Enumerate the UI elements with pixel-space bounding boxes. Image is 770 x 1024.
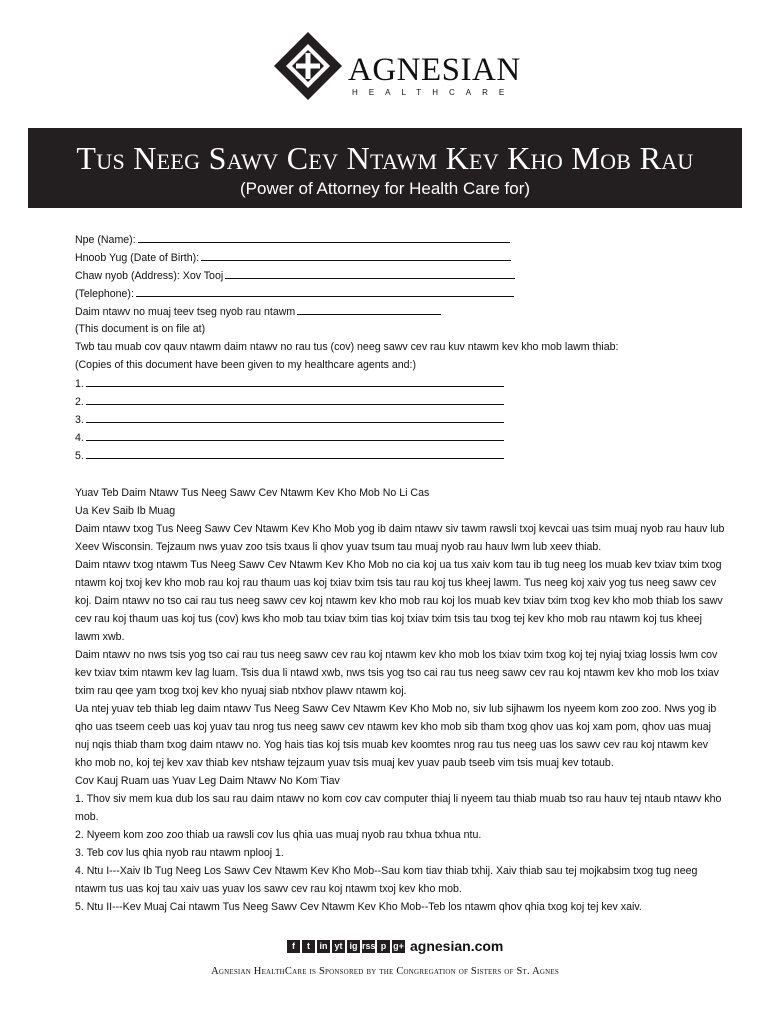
step-item: 3. Teb cov lus qhia nyob rau ntawm nplooj 1. bbox=[75, 847, 284, 859]
row-number: 4. bbox=[75, 432, 84, 444]
file-location-label: Daim ntawv no muaj teev tseg nyob rau ntawm bbox=[75, 306, 296, 318]
dob-row bbox=[75, 248, 515, 266]
copy-recipient-row bbox=[75, 446, 515, 464]
address-row bbox=[75, 266, 515, 284]
paragraph: Daim ntawv txog ntawm Tus Neeg Sawv Cev Ntawm Kev Kho Mob no cia koj ua tus xaiv kom tau ib tug neeg los muab kev txiav txim txog ntawm koj txoj kev kho mob rau koj rau thaum uas koj txiav txim tsis tau rau koj tus kheej lawm. Tus neeg koj xaiv yog tus neeg sawv cev koj. Daim ntawv no tso cai rau tus neeg sawv cev koj ntawm kev kho mob rau koj los muab kev txiav txim txog kev kho mob thiab los sawv cev rau koj thaum uas koj tus (cov) kws kho mob tau txiav txim tias koj txiav txim tsis tau txog tej kev kho mob rau ntawm koj tus kheej lawm xwb. bbox=[75, 559, 723, 643]
pinterest-icon[interactable]: p bbox=[377, 940, 390, 953]
step-item: 4. Ntu I---Xaiv Ib Tug Neeg Los Sawv Cev Ntawm Kev Kho Mob--Sau kom tiav thiab txhij. Xaiv thiab sau tej mojkabsim txog tug neeg ntawm tus uas koj tau xaiv uas yuav los sawv cev rau koj ntawm txoj kev kho mob. bbox=[75, 865, 698, 895]
telephone-label: (Telephone): bbox=[75, 288, 134, 300]
section-heading: Cov Kauj Ruam uas Yuav Leg Daim Ntawv No Kom Tiav bbox=[75, 775, 340, 787]
google-plus-icon[interactable]: g+ bbox=[393, 941, 404, 951]
diamond-cross-icon bbox=[272, 30, 344, 102]
recipient-field-3[interactable] bbox=[86, 410, 504, 423]
row-number: 5. bbox=[75, 450, 84, 462]
paragraph: Daim ntawv no nws tsis yog tso cai rau tus neeg sawv cev rau koj ntawm kev kho mob los txiav txim txog koj tej nyiaj txiag lossis lwm cov kev txiav txim ntawm kev lag luam. Tsis dua li ntawd xwb, nws tsis yog tso cai rau tus neeg sawv cev rau koj ntawm kev kho mob los txiav txim rau qee yam txog txoj kev kho nyuaj siab ntxhov plawv ntawm koj. bbox=[75, 649, 719, 697]
recipient-field-2[interactable] bbox=[86, 392, 504, 405]
recipient-field-1[interactable] bbox=[86, 374, 504, 387]
telephone-row bbox=[75, 284, 515, 302]
youtube-icon[interactable]: yt bbox=[332, 940, 345, 953]
row-number: 1. bbox=[75, 378, 84, 390]
twitter-icon[interactable]: t bbox=[302, 940, 315, 953]
copy-recipient-row bbox=[75, 428, 515, 446]
step-item: 5. Ntu II---Kev Muaj Cai ntawm Tus Neeg Sawv Cev Ntawm Kev Kho Mob--Teb los ntawm qhov qhia txog koj tej kev xaiv. bbox=[75, 901, 642, 913]
step-item: 1. Thov siv mem kua dub los sau rau daim ntawv no kom cov cav computer thiaj li nyeem tau thiab muab tso rau hauv tej ntaub ntawv kho mob. bbox=[75, 793, 722, 823]
section-heading: Ua Kev Saib Ib Muag bbox=[75, 505, 176, 517]
instructions bbox=[75, 484, 725, 916]
social-icons bbox=[287, 940, 405, 953]
dob-label: Hnoob Yug (Date of Birth): bbox=[75, 252, 200, 264]
address-label: Chaw nyob (Address): Xov Tooj bbox=[75, 270, 224, 282]
page-title: Tus Neeg Sawv Cev Ntawm Kev Kho Mob Rau bbox=[76, 140, 694, 176]
website-link[interactable]: agnesian.com bbox=[410, 938, 504, 954]
recipient-field-4[interactable] bbox=[86, 428, 504, 441]
copy-recipient-row bbox=[75, 374, 515, 392]
facebook-icon[interactable]: f bbox=[287, 940, 300, 953]
paragraph: Daim ntawv txog Tus Neeg Sawv Cev Ntawm Kev Kho Mob yog ib daim ntawv siv tawm rawsli txoj kevcai uas tsim muaj nyob rau hauv lub Xeev Wisconsin. Tejzaum nws yuav zoo tsis txaus li qhov yuav tsum tau muaj nyob rau hauv lwm lub xeev thiab. bbox=[75, 523, 725, 553]
copies-label: Twb tau muab cov qauv ntawm daim ntawv no rau tus (cov) neeg sawv cev rau kuv ntawm kev kho mob lawm thiab: bbox=[75, 341, 619, 353]
instagram-icon[interactable]: ig bbox=[347, 940, 360, 953]
rss-icon[interactable]: rss bbox=[362, 941, 376, 951]
copy-recipient-row bbox=[75, 392, 515, 410]
file-location-english: (This document is on file at) bbox=[75, 323, 206, 335]
patient-info-form bbox=[75, 230, 619, 464]
row-number: 2. bbox=[75, 396, 84, 408]
row-number: 3. bbox=[75, 414, 84, 426]
paragraph: Ua ntej yuav teb thiab leg daim ntawv Tus Neeg Sawv Cev Ntawm Kev Kho Mob no, siv lub sijhawm los nyeem kom zoo zoo. Nws yog ib qho uas tseem ceeb uas koj yuav tau nrog tus neeg sawv cev ntawm kev kho mob sib tham txog qhov uas koj xam pom, qhov uas muaj nuj nqis thiab tham txog daim ntawv no. Yog hais tias koj tsis muab kev koomtes nrog rau tus neeg uas los sawv cev rau koj ntawm kev kho mob no, koj tej kev xav thiab kev ntshaw tejzaum yuav tsis muaj kev yuav paub tseeb vim tsis muaj kev totaub. bbox=[75, 703, 717, 769]
page-subtitle: (Power of Attorney for Health Care for) bbox=[239, 179, 531, 198]
agnesian-logo bbox=[272, 30, 521, 102]
sponsor-line: Agnesian HealthCare is Sponsored by the Congregation of Sisters of St. Agnes bbox=[211, 966, 559, 977]
brand-subtitle: HEALTHCARE bbox=[352, 88, 516, 97]
telephone-field[interactable] bbox=[136, 284, 514, 297]
linkedin-icon[interactable]: in bbox=[317, 940, 330, 953]
title-banner bbox=[28, 128, 742, 208]
file-location-row bbox=[75, 302, 515, 320]
instructions-heading: Yuav Teb Daim Ntawv Tus Neeg Sawv Cev Ntawm Kev Kho Mob No Li Cas bbox=[75, 487, 430, 499]
dob-field[interactable] bbox=[201, 248, 511, 261]
recipient-field-5[interactable] bbox=[86, 446, 504, 459]
copies-english: (Copies of this document have been given to my healthcare agents and:) bbox=[75, 359, 416, 371]
step-item: 2. Nyeem kom zoo zoo thiab ua rawsli cov lus qhia uas muaj nyob rau txhua txhua ntu. bbox=[75, 829, 482, 841]
address-field[interactable] bbox=[225, 266, 515, 279]
file-location-field[interactable] bbox=[297, 302, 441, 315]
name-field[interactable] bbox=[138, 230, 510, 243]
name-label: Npe (Name): bbox=[75, 234, 136, 246]
copy-recipient-row bbox=[75, 410, 515, 428]
brand-name: AGNESIAN bbox=[348, 52, 521, 88]
name-row bbox=[75, 230, 515, 248]
